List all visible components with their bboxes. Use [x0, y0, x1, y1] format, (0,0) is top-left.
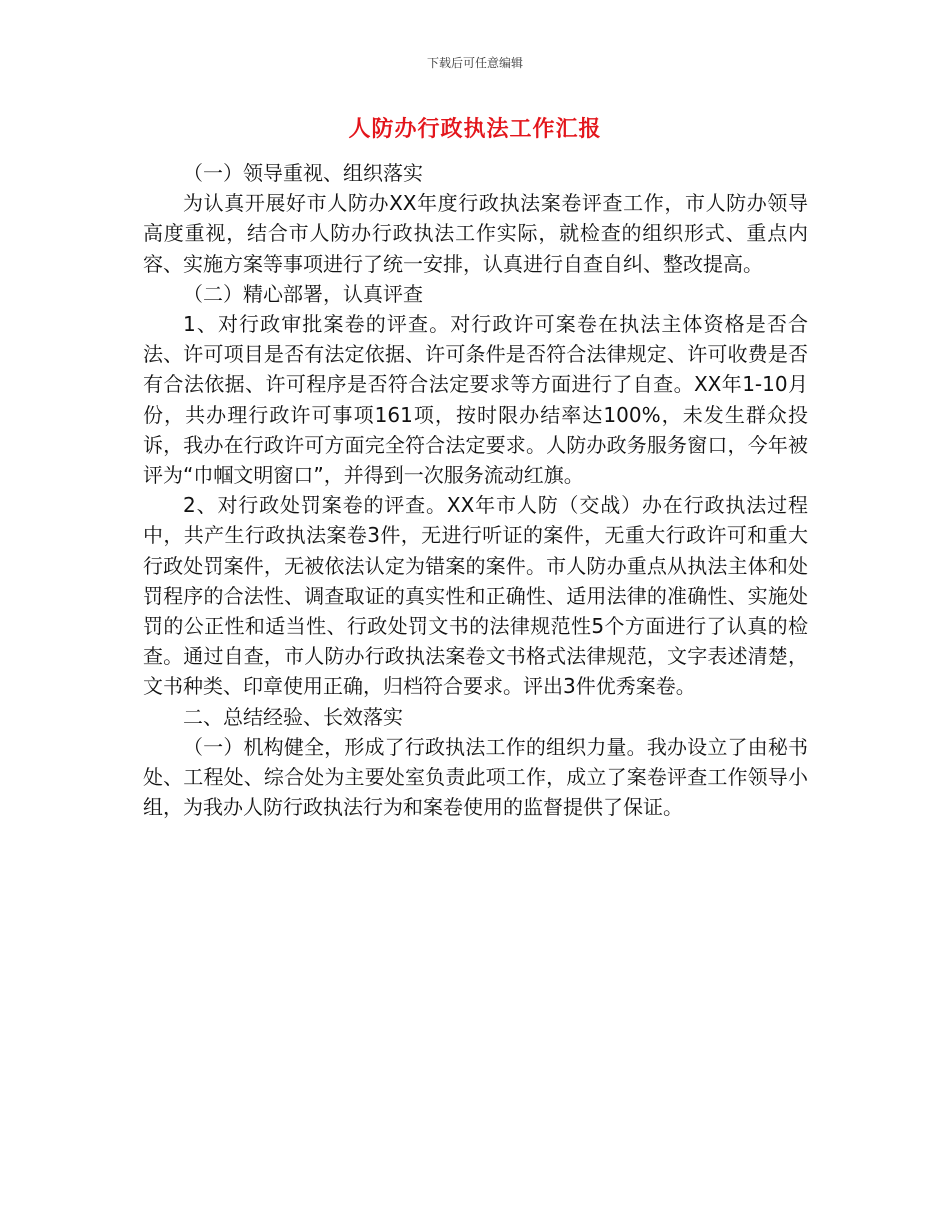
paragraph: 2、对行政处罚案卷的评查。XX年市人防（交战）办在行政执法过程中，共产生行政执法案卷3件，无进行听证的案件，无重大行政许可和重大行政处罚案件，无被依法认定为错案的案件。市人防办重点从执法主体和处罚程序的合法性、调查取证的真实性和正确性、适用法律的准确性、实施处罚的公正性和适当性、行政处罚文书的法律规范性5个方面进行了认真的检查。通过自查，市人防办行政执法案卷文书格式法律规范，文字表述清楚，文书种类、印章使用正确，归档符合要求。评出3件优秀案卷。 — [143, 493, 808, 699]
paragraph: （一）机构健全，形成了行政执法工作的组织力量。我办设立了由秘书处、工程处、综合处为主要处室负责此项工作，成立了案卷评查工作领导小组，为我办人防行政执法行为和案卷使用的监督提供了保证。 — [143, 734, 808, 820]
paragraph: （一）领导重视、组织落实 — [183, 161, 423, 185]
paragraph: 为认真开展好市人防办XX年度行政执法案卷评查工作，市人防办领导高度重视，结合市人防办行政执法工作实际，就检查的组织形式、重点内容、实施方案等事项进行了统一安排，认真进行自查自纠、整改提高。 — [143, 191, 808, 276]
header-note: 下载后可任意编辑 — [426, 56, 523, 70]
document-title: 人防办行政执法工作汇报 — [348, 117, 602, 142]
document-body — [143, 158, 808, 822]
paragraph: 1、对行政审批案卷的评查。对行政许可案卷在执法主体资格是否合法、许可项目是否有法定依据、许可条件是否符合法律规定、许可收费是否有合法依据、许可程序是否符合法定要求等方面进行了自查。XX年1-10月份，共办理行政许可事项161项，按时限办结率达100%，未发生群众投诉，我办在行政许可方面完全符合法定要求。人防办政务服务窗口，今年被评为“巾帼文明窗口”，并得到一次服务流动红旗。 — [143, 312, 808, 488]
paragraph: 二、总结经验、长效落实 — [183, 704, 403, 729]
paragraph: （二）精心部署，认真评查 — [183, 281, 423, 306]
